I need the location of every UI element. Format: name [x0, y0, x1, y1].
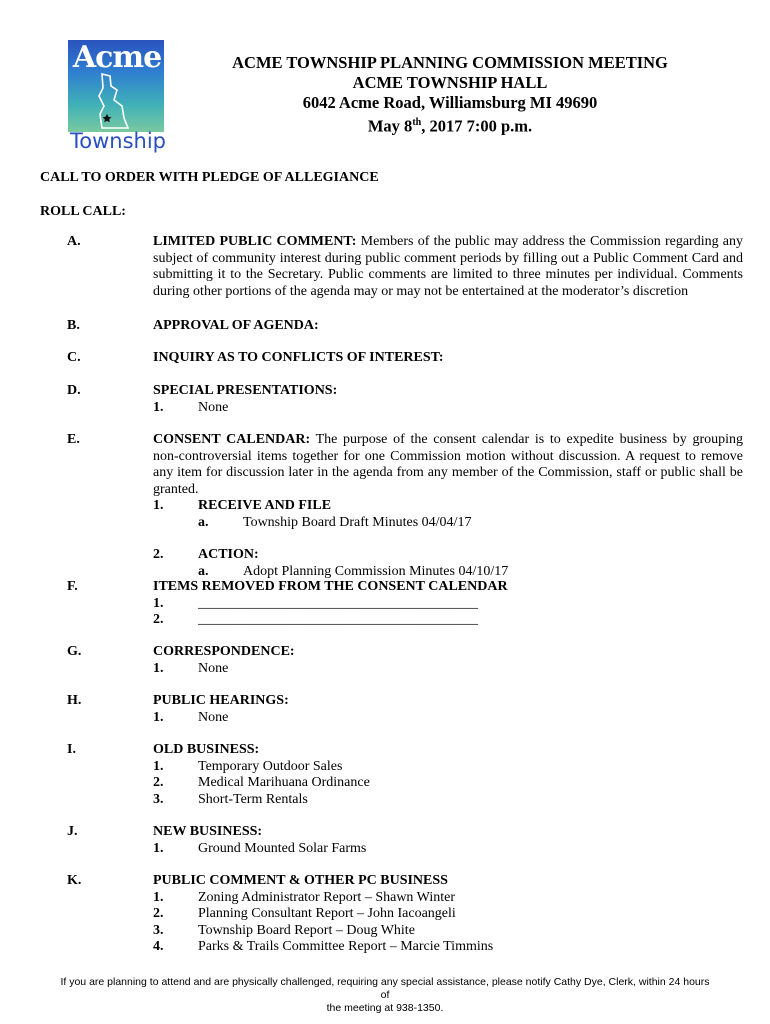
section-title: NEW BUSINESS:: [153, 824, 263, 839]
list-item: 1. Zoning Administrator Report – Shawn Winter: [153, 889, 455, 905]
list-item: 4. Parks & Trails Committee Report – Marcie Timmins: [153, 939, 494, 954]
header-address: 6042 Acme Road, Williamsburg MI 49690: [302, 93, 598, 112]
section-letter: D.: [67, 383, 81, 398]
section-description: The purpose of the consent calendar is to expedite business by grouping non-controversial items together for one Commission motion without discussion. A request to remove any item for discussion later in the agenda from any member of the Commission, staff or public shall be granted.: [153, 432, 743, 497]
section-title: ITEMS REMOVED FROM THE CONSENT CALENDAR: [153, 579, 508, 594]
section-title: CONSENT CALENDAR:: [153, 432, 311, 447]
section-letter: K.: [67, 873, 82, 888]
list-subitem: a. Adopt Planning Commission Minutes 04/10/17: [198, 563, 509, 579]
list-item: 1. ________________________________________: [153, 595, 478, 611]
section-letter: C.: [67, 350, 81, 365]
acme-township-logo: [64, 40, 170, 156]
list-item: 1. Temporary Outdoor Sales: [153, 758, 343, 774]
section-title: OLD BUSINESS:: [153, 742, 260, 757]
roll-call: ROLL CALL:: [40, 204, 126, 219]
list-item: 2. ACTION:: [153, 547, 259, 562]
section-title: CORRESPONDENCE:: [153, 644, 295, 659]
logo-wordmark: Acme: [72, 40, 162, 75]
list-item: 2. Medical Marihuana Ordinance: [153, 775, 370, 790]
header-title: ACME TOWNSHIP PLANNING COMMISSION MEETING: [232, 53, 668, 72]
call-to-order: CALL TO ORDER WITH PLEDGE OF ALLEGIANCE: [40, 170, 379, 185]
list-item: 1. Ground Mounted Solar Farms: [153, 840, 367, 856]
notice-line: the meeting at 938-1350.: [326, 1002, 444, 1014]
header-venue: ACME TOWNSHIP HALL: [352, 73, 548, 92]
section-title: APPROVAL OF AGENDA:: [153, 318, 319, 333]
list-item: 1. RECEIVE AND FILE: [153, 498, 332, 513]
list-item: 1. None: [153, 399, 229, 415]
section-title: PUBLIC HEARINGS:: [153, 693, 289, 708]
section-letter: E.: [67, 432, 80, 447]
accessibility-notice: [60, 976, 710, 1015]
meeting-header: [190, 53, 710, 137]
section-letter: J.: [67, 824, 78, 839]
section-title: INQUIRY AS TO CONFLICTS OF INTEREST:: [153, 350, 444, 365]
section-letter: A.: [67, 234, 81, 249]
notice-line: If you are planning to attend and are physically challenged, requiring any special assistance, please notify Cathy Dye, Clerk, within 24 hours of: [60, 976, 710, 1001]
township-map-icon: [84, 70, 144, 130]
list-item: 3. Short-Term Rentals: [153, 791, 308, 807]
header-date: May 8th, 2017 7:00 p.m.: [367, 116, 533, 136]
section-title: PUBLIC COMMENT & OTHER PC BUSINESS: [153, 873, 448, 888]
section-title: LIMITED PUBLIC COMMENT:: [153, 234, 357, 249]
list-item: 3. Township Board Report – Doug White: [153, 922, 415, 938]
section-letter: G.: [67, 644, 82, 659]
section-letter: B.: [67, 318, 80, 333]
section-letter: H.: [67, 693, 82, 708]
section-title: SPECIAL PRESENTATIONS:: [153, 383, 338, 398]
section-letter: F.: [67, 579, 78, 594]
section-letter: I.: [67, 742, 76, 757]
list-item: 2. Planning Consultant Report – John Iacoangeli: [153, 906, 456, 921]
list-item: 1. None: [153, 660, 229, 676]
list-item: 2. ________________________________________: [153, 612, 478, 627]
logo-township-text: Township: [69, 129, 166, 153]
list-item: 1. None: [153, 709, 229, 725]
section-description: Members of the public may address the Commission regarding any subject of community interest during public comment periods by filling out a Public Comment Card and submitting it to the Secretary. Public comments are limited to three minutes per individual. Comments during other portions of the agenda may or may not be entertained at the moderator’s discretion: [153, 234, 744, 299]
list-subitem: a. Township Board Draft Minutes 04/04/17: [198, 514, 472, 530]
